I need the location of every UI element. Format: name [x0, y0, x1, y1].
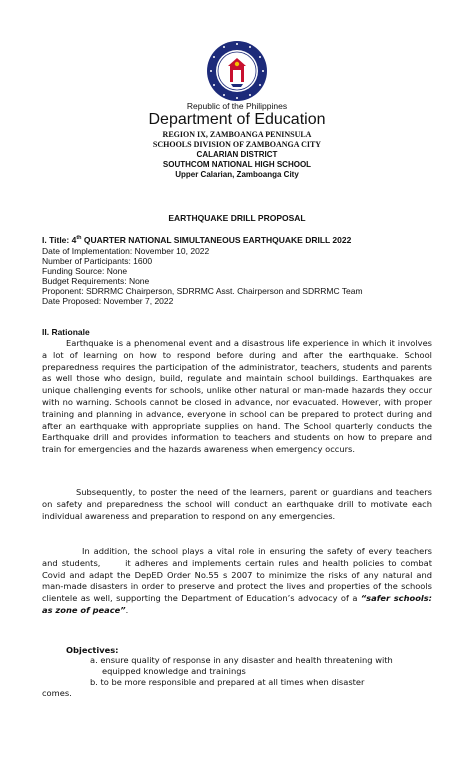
rationale-paragraph-3-end: . [125, 604, 129, 615]
section-title-rest: QUARTER NATIONAL SIMULTANEOUS EARTHQUAKE DRILL 2022 [81, 235, 352, 245]
number-of-participants: Number of Participants: 1600 [42, 256, 153, 266]
section-title-prefix: I. Title: 4 [42, 235, 77, 245]
rationale-paragraph-3-text: In addition, the school plays a vital role in ensuring the safety of every teachers and students, it adheres and implements certain rules and health policies to combat Covid and adapt the DepED Order No.55 s 2007 to minimize the risks of any natural and man-made disasters in order to preserve and protect the lives and properties of the schools clientele as well, supporting the Department of Education’s advocacy of a [42, 546, 432, 604]
section-title [42, 235, 351, 245]
date-proposed: Date Proposed: November 7, 2022 [42, 296, 174, 306]
objectives-heading: Objectives: [66, 645, 119, 655]
rationale-paragraph-2: Subsequently, to poster the need of the learners, parent or guardians and teachers on safety and preparedness the school will conduct an earthquake drill to motivate each individual awareness and preparation to respond on any emergencies. [42, 487, 432, 521]
objective-b-line-2: comes. [42, 688, 72, 698]
objective-b-line-1: b. to be more responsible and prepared at all times when disaster [90, 677, 365, 687]
republic-label: Republic of the Philippines [186, 101, 288, 111]
region-label: REGION IX, ZAMBOANGA PENINSULA [162, 130, 312, 139]
proposal-title: EARTHQUAKE DRILL PROPOSAL [168, 213, 306, 223]
date-of-implementation: Date of Implementation: November 10, 2022 [42, 246, 210, 256]
school-name: SOUTHCOM NATIONAL HIGH SCHOOL [162, 160, 312, 169]
school-address: Upper Calarian, Zamboanga City [175, 170, 299, 179]
section-title-sup: th [76, 235, 82, 242]
proponent: Proponent: SDRRMC Chairperson, SDRRMC Asst. Chairperson and SDRRMC Team [42, 286, 363, 296]
objective-a-line-1: a. ensure quality of response in any disaster and health threatening with [90, 655, 393, 665]
safer-schools-quote: “safer schools: as zone of peace” [42, 593, 432, 615]
deped-seal-icon [206, 40, 268, 102]
objective-a-line-2: equipped knowledge and trainings [102, 666, 246, 676]
rationale-paragraph-1: Earthquake is a phenomenal event and a disastrous life experience in which it involves a lot of learning on how to respond before during and after the earthquake. School preparedness requires the participation of the administrator, teachers, students and parents as well those who design, build, regulate and maintain school buildings. Earthquakes are unique challenging events for schools, unlike other natural or man-made hazards they occur with no warning. Schools cannot be closed in advance, nor evacuated. However, with proper training and planning in advance, everyone in school can be prepared to protect during and after an earthquake with appropriate supplies on hand. The School quarterly conducts the Earthquake drill and provides information to teachers and students on how to prepare and train for emergencies and the hazards awareness when emergency occurs. [42, 338, 432, 455]
division-label: SCHOOLS DIVISION OF ZAMBOANGA CITY [152, 140, 322, 149]
rationale-heading: II. Rationale [42, 327, 90, 337]
rationale-paragraph-3 [42, 546, 432, 617]
district-label: CALARIAN DISTRICT [196, 150, 278, 159]
funding-source: Funding Source: None [42, 266, 128, 276]
department-title: Department of Education [148, 111, 326, 128]
budget-requirements: Budget Requirements: None [42, 276, 150, 286]
